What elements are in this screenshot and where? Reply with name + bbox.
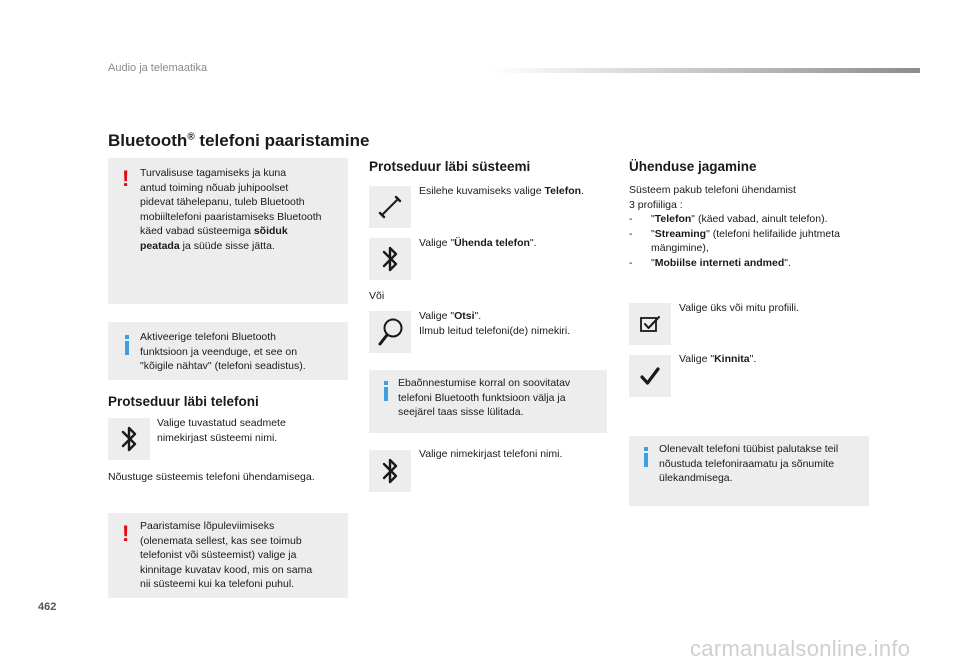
bluetooth-icon	[381, 456, 399, 486]
system-step-open-phone: Esilehe kuvamiseks valige Telefon.	[419, 185, 584, 197]
warning-pairing-text: Paaristamise lõpuleviimiseks (olenemata sellest, kas see toimub telefonist või süsteemist) valige ja kinnitage kuvatav kood, mis on sama nii süsteemi kui ka telefoni puhul.	[140, 520, 313, 590]
info-phonebook-text: Olenevalt telefoni tüübist palutakse teil nõustuda telefoniraamatu ja sõnumite ülekandmisega.	[659, 443, 839, 484]
bluetooth-icon	[381, 244, 399, 274]
info-icon	[384, 387, 388, 401]
sharing-step-select-profiles: Valige üks või mitu profiili.	[679, 302, 800, 314]
phone-handset-icon	[377, 194, 403, 220]
bluetooth-icon-box-connect	[369, 238, 411, 280]
info-failure-text: Ebaõnnestumise korral on soovitatav telefoni Bluetooth funktsioon välja ja seejärel taas sisse lülitada.	[398, 377, 571, 418]
bluetooth-icon-box-phone	[108, 418, 150, 460]
phone-icon-box	[369, 186, 411, 228]
info-visibility-text: Aktiveerige telefoni Bluetooth funktsioon ja veenduge, et see on "kõigile nähtav" (telefoni seadistus).	[140, 331, 306, 372]
system-step-search: Valige "Otsi". Ilmub leitud telefoni(de) nimekiri.	[419, 310, 571, 337]
info-box-failure	[369, 370, 607, 433]
warning-box-safety	[108, 158, 348, 304]
system-step-select-phone: Valige nimekirjast telefoni nimi.	[419, 448, 563, 460]
info-icon	[644, 453, 648, 467]
warning-exclamation-icon: !	[122, 521, 130, 546]
bluetooth-icon	[120, 424, 138, 454]
section-header: Audio ja telemaatika	[108, 62, 208, 74]
header-rule	[490, 68, 920, 73]
page-title: Bluetooth® telefoni paaristamine	[108, 131, 370, 150]
warning-exclamation-icon: !	[122, 166, 130, 191]
sharing-intro: Süsteem pakub telefoni ühendamist 3 profiiliga : - "Telefon" (käed vabad, ainult telefon). - "Streaming" (telefoni helifailide juhtmeta mängimine), - "Mobiilse interneti andmed".	[629, 183, 869, 270]
heading-connection-sharing: Ühenduse jagamine	[629, 159, 757, 174]
profile-list-item-streaming: - "Streaming" (telefoni helifailide juhtmeta mängimine),	[629, 227, 840, 254]
info-box-phonebook	[629, 436, 869, 506]
profile-list-item-phone: - "Telefon" (käed vabad, ainult telefon).	[629, 213, 828, 225]
search-icon-box	[369, 311, 411, 353]
or-label: Või	[369, 290, 385, 302]
warning-box-pairing-code	[108, 513, 348, 598]
profile-list-item-mobile-data: - "Mobiilse interneti andmed".	[629, 256, 791, 269]
confirm-icon-box	[629, 355, 671, 397]
heading-phone-procedure: Protseduur läbi telefoni	[108, 394, 259, 409]
watermark: carmanualsonline.info	[690, 636, 911, 661]
profile-icon-box	[629, 303, 671, 345]
heading-system-procedure: Protseduur läbi süsteemi	[369, 159, 531, 174]
sharing-step-confirm: Valige "Kinnita".	[679, 353, 757, 365]
info-icon	[125, 341, 129, 355]
phone-step-select-name: Valige tuvastatud seadmete nimekirjast süsteemi nimi.	[157, 417, 286, 444]
warning-safety-text: Turvalisuse tagamiseks ja kuna antud toiming nõuab juhipoolset pidevat tähelepanu, tuleb Bluetooth mobiiltelefoni paaristamiseks Bluetooth käed vabad süsteemiga sõiduk peatada ja süüde sisse jätta.	[140, 167, 322, 252]
checkbox-select-icon	[639, 314, 661, 334]
bluetooth-icon-box-list	[369, 450, 411, 492]
phone-step-accept: Nõustuge süsteemis telefoni ühendamisega.	[108, 471, 315, 483]
info-box-visibility	[108, 322, 348, 380]
system-step-connect-phone: Valige "Ühenda telefon".	[419, 237, 537, 249]
magnifier-icon	[375, 316, 405, 348]
checkmark-icon	[639, 366, 661, 386]
page-number: 462	[38, 601, 57, 613]
